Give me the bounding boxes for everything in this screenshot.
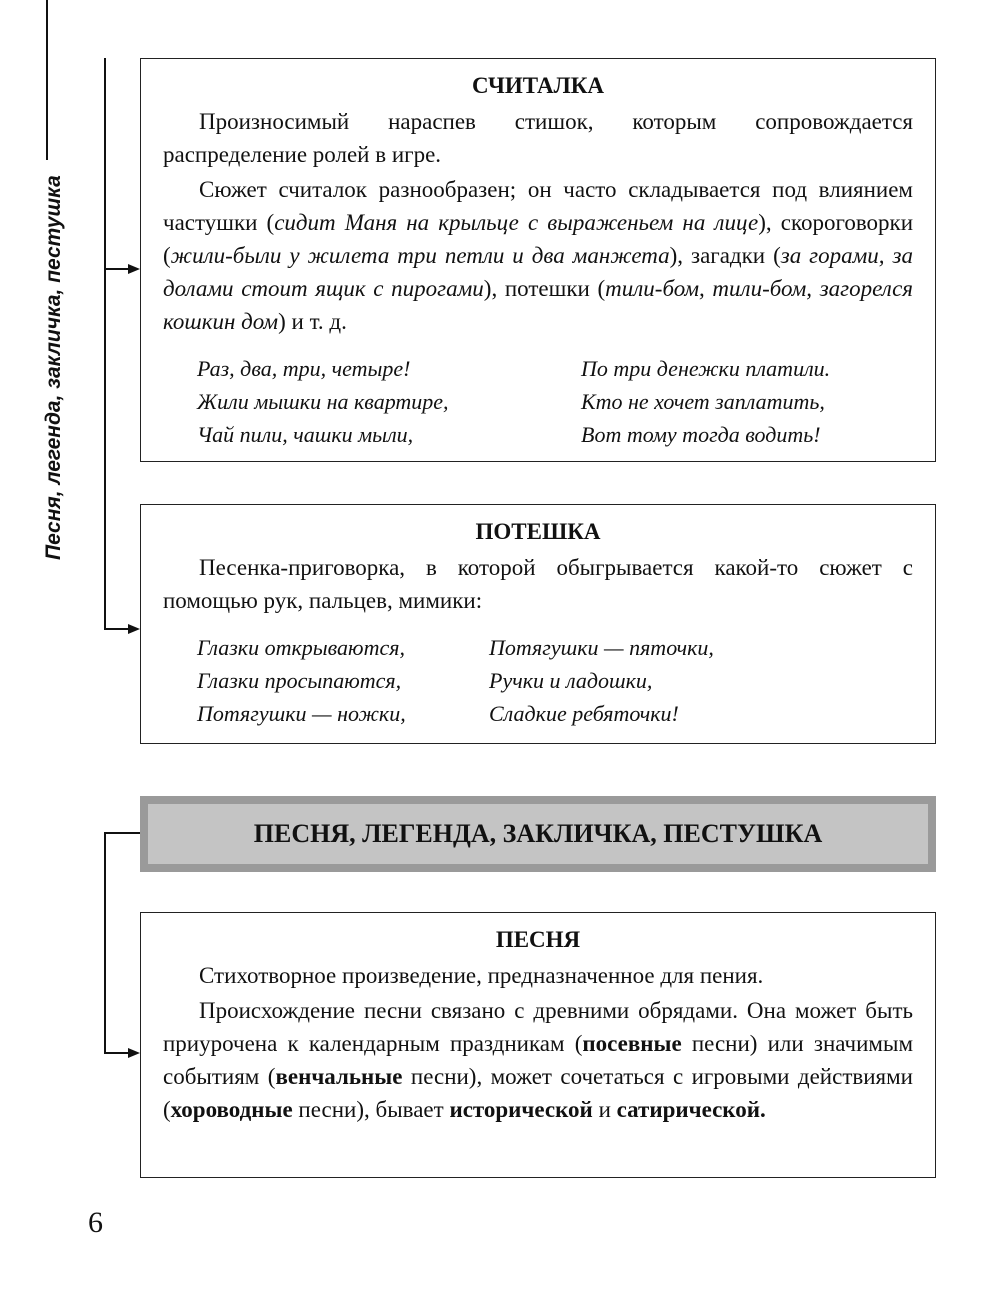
sidebar-section-title: Песня, легенда, закличка, пестушка [42,175,65,560]
poteshka-title: ПОТЕШКА [475,519,601,544]
page-number: 6 [88,1206,103,1239]
verse-line: Чай пили, чашки мыли, [197,422,414,447]
verse-line: Глазки открываются, [197,635,405,660]
section-banner-title: ПЕСНЯ, ЛЕГЕНДА, ЗАКЛИЧКА, ПЕСТУШКА [148,804,928,864]
connector-line [104,628,130,630]
verse-line: Ручки и ладошки, [489,668,653,693]
poteshka-verse [197,631,913,730]
pesnya-box [140,912,936,1178]
verse-left-column [197,352,581,451]
connector-line [104,1052,130,1054]
schitalka-description: Сюжет считалок разнообразен; он часто складывается под влиянием частушки (сидит Маня на крыльце с выраженьем на лице), скороговорки (жили-были у жилета три петли и два манжета), загадки (за горами, за долами стоит ящик с пирогами), потешки (тили-бом, тили-бом, загорелся кошкин дом) и т. д. [163,177,913,334]
arrow-right-icon [128,1048,140,1058]
connector-line [104,58,106,630]
schitalka-definition: Произносимый нараспев стишок, которым сопровождается распределение ролей в игре. [163,109,913,167]
schitalka-title: СЧИТАЛКА [471,73,605,98]
pesnya-definition: Стихотворное произведение, предназначенное для пения. [199,963,764,988]
arrow-right-icon [128,624,140,634]
connector-line [104,832,140,834]
pesnya-description: Происхождение песни связано с древними обрядами. Она может быть приурочена к календарным праздникам (посевные песни) или значимым событиям (венчальные песни), может сочетаться с игровыми действиями (хороводные песни), бывает исторической и сатирической. [163,998,913,1122]
verse-line: Кто не хочет заплатить, [581,389,825,414]
verse-right-column [581,352,830,451]
connector-line [104,832,106,1054]
verse-line: Раз, два, три, четыре! [197,356,411,381]
sidebar-rule [46,0,48,160]
verse-line: Жили мышки на квартире, [197,389,449,414]
verse-line: Сладкие ребяточки! [489,701,679,726]
schitalka-verse [197,352,913,451]
verse-line: Потягушки — пяточки, [489,635,714,660]
arrow-right-icon [128,264,140,274]
poteshka-box [140,504,936,744]
verse-line: Вот тому тогда водить! [581,422,821,447]
verse-right-column [489,631,714,730]
pesnya-title: ПЕСНЯ [495,927,581,952]
verse-line: Потягушки — ножки, [197,701,406,726]
schitalka-box [140,58,936,462]
verse-left-column [197,631,489,730]
section-banner [140,796,936,872]
verse-line: Глазки просыпаются, [197,668,402,693]
connector-line [104,268,130,270]
poteshka-definition: Песенка-приговорка, в которой обыгрывается какой-то сюжет с помощью рук, пальцев, мимики: [163,555,913,613]
verse-line: По три денежки платили. [581,356,831,381]
